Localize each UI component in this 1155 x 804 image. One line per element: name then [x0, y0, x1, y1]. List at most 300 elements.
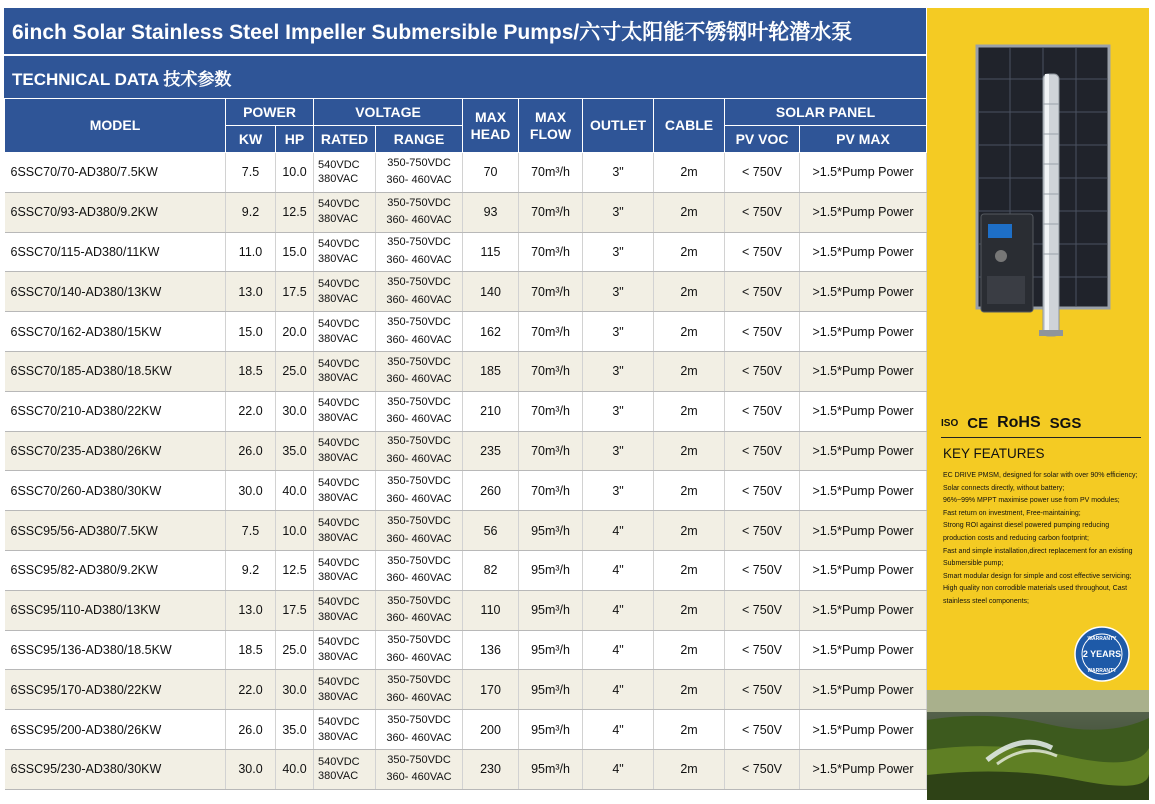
cell-hp: 40.0	[276, 471, 314, 511]
cell-model: 6SSC70/162-AD380/15KW	[5, 312, 226, 352]
cell-max-head: 210	[463, 391, 519, 431]
cell-rated-dc: 540VDC	[318, 675, 360, 688]
cell-model: 6SSC95/200-AD380/26KW	[5, 710, 226, 750]
cell-max-head: 185	[463, 351, 519, 391]
table-row	[5, 391, 927, 431]
cell-range-dc: 350-750VDC	[387, 435, 451, 448]
cell-range-ac: 360- 460VAC	[386, 612, 452, 625]
table-row	[5, 312, 927, 352]
cell-pv-voc: < 750V	[725, 351, 800, 391]
spec-table	[4, 98, 927, 790]
key-features-title: KEY FEATURES	[943, 446, 1045, 461]
badge-top-text: WARRANTY	[1087, 636, 1117, 642]
cell-hp: 20.0	[276, 312, 314, 352]
cell-max-head: 170	[463, 670, 519, 710]
cell-outlet: 4"	[583, 511, 654, 551]
cell-rated	[314, 431, 376, 471]
cell-cable: 2m	[654, 710, 725, 750]
cell-range-ac: 360- 460VAC	[386, 532, 452, 545]
cell-max-flow: 95m³/h	[519, 670, 583, 710]
cell-range-ac: 360- 460VAC	[386, 771, 452, 784]
cell-kw: 7.5	[226, 511, 276, 551]
col-kw: KW	[226, 126, 276, 153]
cell-rated	[314, 351, 376, 391]
table-row	[5, 670, 927, 710]
cell-kw: 26.0	[226, 431, 276, 471]
table-row	[5, 471, 927, 511]
cell-model: 6SSC70/70-AD380/7.5KW	[5, 153, 226, 193]
cell-range	[376, 749, 463, 789]
cell-pv-max: >1.5*Pump Power	[800, 630, 927, 670]
list-item: Smart modular design for simple and cost effective servicing;	[943, 572, 1132, 580]
col-pv-max: PV MAX	[800, 126, 927, 153]
cell-range-ac: 360- 460VAC	[386, 293, 452, 306]
cell-pv-max: >1.5*Pump Power	[800, 431, 927, 471]
cell-hp: 30.0	[276, 391, 314, 431]
key-features-list	[943, 470, 1141, 609]
cell-kw: 15.0	[226, 312, 276, 352]
cell-rated	[314, 471, 376, 511]
table-row	[5, 630, 927, 670]
cell-rated	[314, 590, 376, 630]
cell-range	[376, 590, 463, 630]
list-item: Fast return on investment, Free-maintaining;	[943, 509, 1081, 517]
cell-range-ac: 360- 460VAC	[386, 373, 452, 386]
table-row	[5, 511, 927, 551]
cell-pv-max: >1.5*Pump Power	[800, 550, 927, 590]
cell-range-ac: 360- 460VAC	[386, 691, 452, 704]
cell-pv-voc: < 750V	[725, 232, 800, 272]
cell-range	[376, 351, 463, 391]
cell-pv-voc: < 750V	[725, 471, 800, 511]
cell-max-flow: 70m³/h	[519, 232, 583, 272]
cell-max-flow: 95m³/h	[519, 550, 583, 590]
cell-pv-voc: < 750V	[725, 749, 800, 789]
cell-cable: 2m	[654, 511, 725, 551]
cell-rated-ac: 380VAC	[318, 451, 359, 464]
cell-max-head: 136	[463, 630, 519, 670]
cell-range	[376, 511, 463, 551]
cell-pv-max: >1.5*Pump Power	[800, 590, 927, 630]
cell-pv-max: >1.5*Pump Power	[800, 153, 927, 193]
cell-rated-ac: 380VAC	[318, 690, 359, 703]
cell-rated-dc: 540VDC	[318, 476, 360, 489]
badge-main-text: 2 YEARS	[1082, 649, 1122, 659]
cell-max-flow: 70m³/h	[519, 153, 583, 193]
col-voltage: VOLTAGE	[314, 99, 463, 126]
title-bar	[4, 8, 926, 56]
cell-model: 6SSC70/93-AD380/9.2KW	[5, 192, 226, 232]
col-max-flow	[519, 99, 583, 153]
cell-rated-dc: 540VDC	[318, 317, 360, 330]
cell-rated-dc: 540VDC	[318, 357, 360, 370]
cell-pv-voc: < 750V	[725, 670, 800, 710]
cell-hp: 40.0	[276, 749, 314, 789]
cell-outlet: 3"	[583, 351, 654, 391]
cell-model: 6SSC70/260-AD380/30KW	[5, 471, 226, 511]
solar-pump-product-image	[973, 44, 1113, 344]
cell-rated	[314, 272, 376, 312]
cell-cable: 2m	[654, 550, 725, 590]
cell-range-ac: 360- 460VAC	[386, 333, 452, 346]
table-row	[5, 749, 927, 789]
cell-range	[376, 471, 463, 511]
list-item: EC DRIVE PMSM, designed for solar with over 90% efficiency;	[943, 472, 1138, 479]
cell-pv-voc: < 750V	[725, 391, 800, 431]
cell-rated-ac: 380VAC	[318, 650, 359, 663]
controller-graphic	[981, 214, 1033, 312]
cell-rated	[314, 630, 376, 670]
cell-rated-dc: 540VDC	[318, 715, 360, 728]
cell-range-dc: 350-750VDC	[387, 395, 451, 408]
cell-cable: 2m	[654, 630, 725, 670]
cell-rated-dc: 540VDC	[318, 556, 360, 569]
cell-max-flow: 95m³/h	[519, 511, 583, 551]
cell-range-dc: 350-750VDC	[387, 634, 451, 647]
cell-hp: 25.0	[276, 351, 314, 391]
cell-kw: 22.0	[226, 670, 276, 710]
cell-pv-voc: < 750V	[725, 710, 800, 750]
cell-max-head: 162	[463, 312, 519, 352]
cell-cable: 2m	[654, 153, 725, 193]
cell-hp: 25.0	[276, 630, 314, 670]
cell-hp: 17.5	[276, 272, 314, 312]
list-item: Solar connects directly, without battery;	[943, 484, 1065, 492]
cell-max-flow: 70m³/h	[519, 351, 583, 391]
cell-range-ac: 360- 460VAC	[386, 731, 452, 744]
cell-outlet: 3"	[583, 272, 654, 312]
cell-cable: 2m	[654, 272, 725, 312]
cell-pv-max: >1.5*Pump Power	[800, 710, 927, 750]
cell-range	[376, 192, 463, 232]
cell-kw: 30.0	[226, 749, 276, 789]
cell-rated-dc: 540VDC	[318, 437, 360, 450]
cert-ce-logo: CE	[967, 414, 989, 432]
page-title: 6inch Solar Stainless Steel Impeller Submersible Pumps/六寸太阳能不锈钢叶轮潜水泵	[12, 21, 853, 44]
cell-rated-dc: 540VDC	[318, 636, 360, 649]
cell-max-head: 230	[463, 749, 519, 789]
warranty-badge-icon	[1074, 626, 1130, 682]
cell-model: 6SSC70/185-AD380/18.5KW	[5, 351, 226, 391]
cell-rated-ac: 380VAC	[318, 213, 359, 226]
cell-rated-ac: 380VAC	[318, 531, 359, 544]
cell-max-flow: 70m³/h	[519, 312, 583, 352]
cell-range-ac: 360- 460VAC	[386, 253, 452, 266]
cell-outlet: 4"	[583, 630, 654, 670]
cell-pv-voc: < 750V	[725, 272, 800, 312]
cell-pv-max: >1.5*Pump Power	[800, 232, 927, 272]
cell-max-flow: 95m³/h	[519, 749, 583, 789]
cell-max-flow: 95m³/h	[519, 710, 583, 750]
section-title: TECHNICAL DATA 技术参数	[12, 69, 232, 89]
cell-kw: 11.0	[226, 232, 276, 272]
cell-model: 6SSC70/210-AD380/22KW	[5, 391, 226, 431]
cell-max-head: 140	[463, 272, 519, 312]
cell-range-dc: 350-750VDC	[387, 554, 451, 567]
cell-pv-max: >1.5*Pump Power	[800, 670, 927, 710]
table-header-row	[5, 99, 927, 126]
table-row	[5, 590, 927, 630]
cell-max-head: 82	[463, 550, 519, 590]
cell-cable: 2m	[654, 431, 725, 471]
cell-range-dc: 350-750VDC	[387, 196, 451, 209]
cell-max-head: 56	[463, 511, 519, 551]
cell-rated-dc: 540VDC	[318, 516, 360, 529]
cell-range-ac: 360- 460VAC	[386, 651, 452, 664]
cell-kw: 13.0	[226, 272, 276, 312]
cell-cable: 2m	[654, 471, 725, 511]
cell-model: 6SSC70/115-AD380/11KW	[5, 232, 226, 272]
cell-model: 6SSC95/230-AD380/30KW	[5, 749, 226, 789]
cell-kw: 18.5	[226, 630, 276, 670]
list-item: Strong ROI against diesel powered pumping reducing production costs and reducing carbon footprint;	[943, 522, 1110, 542]
cell-rated-dc: 540VDC	[318, 397, 360, 410]
cell-range-dc: 350-750VDC	[387, 753, 451, 766]
cell-outlet: 4"	[583, 670, 654, 710]
col-range: RANGE	[376, 126, 463, 153]
cell-max-head: 115	[463, 232, 519, 272]
cell-rated	[314, 153, 376, 193]
cell-rated	[314, 312, 376, 352]
cell-hp: 15.0	[276, 232, 314, 272]
cell-pv-max: >1.5*Pump Power	[800, 272, 927, 312]
cell-pv-max: >1.5*Pump Power	[800, 511, 927, 551]
cell-max-head: 93	[463, 192, 519, 232]
cell-rated-ac: 380VAC	[318, 412, 359, 425]
cell-rated-dc: 540VDC	[318, 755, 360, 768]
technical-data-panel	[4, 8, 926, 800]
cell-pv-max: >1.5*Pump Power	[800, 192, 927, 232]
cell-max-flow: 70m³/h	[519, 431, 583, 471]
cell-max-flow: 95m³/h	[519, 590, 583, 630]
cell-pv-max: >1.5*Pump Power	[800, 351, 927, 391]
table-row	[5, 192, 927, 232]
table-row	[5, 431, 927, 471]
cell-hp: 35.0	[276, 431, 314, 471]
cell-rated-ac: 380VAC	[318, 611, 359, 624]
cell-max-head: 200	[463, 710, 519, 750]
cell-rated	[314, 550, 376, 590]
cell-rated-ac: 380VAC	[318, 292, 359, 305]
cell-range-dc: 350-750VDC	[387, 674, 451, 687]
cell-model: 6SSC95/82-AD380/9.2KW	[5, 550, 226, 590]
cert-rohs-logo: RoHS	[997, 414, 1041, 431]
cell-max-flow: 70m³/h	[519, 192, 583, 232]
col-pv-voc: PV VOC	[725, 126, 800, 153]
list-item: 96%~99% MPPT maximise power use from PV modules;	[943, 497, 1120, 505]
cell-kw: 9.2	[226, 192, 276, 232]
cell-outlet: 3"	[583, 232, 654, 272]
cell-rated-dc: 540VDC	[318, 277, 360, 290]
irrigation-field-image	[927, 690, 1149, 800]
cell-pv-voc: < 750V	[725, 192, 800, 232]
table-row	[5, 232, 927, 272]
cell-cable: 2m	[654, 192, 725, 232]
cell-rated-dc: 540VDC	[318, 596, 360, 609]
table-row	[5, 710, 927, 750]
cell-pv-voc: < 750V	[725, 511, 800, 551]
cell-rated-ac: 380VAC	[318, 372, 359, 385]
cell-kw: 13.0	[226, 590, 276, 630]
cell-range-dc: 350-750VDC	[387, 315, 451, 328]
cell-rated	[314, 749, 376, 789]
badge-bottom-text: WARRANTY	[1087, 668, 1117, 674]
cell-kw: 7.5	[226, 153, 276, 193]
cell-rated	[314, 710, 376, 750]
col-cable: CABLE	[654, 99, 725, 153]
cell-range-dc: 350-750VDC	[387, 276, 451, 289]
col-max-head	[463, 99, 519, 153]
cell-cable: 2m	[654, 670, 725, 710]
cell-outlet: 3"	[583, 431, 654, 471]
cell-hp: 12.5	[276, 192, 314, 232]
table-row	[5, 550, 927, 590]
cell-hp: 35.0	[276, 710, 314, 750]
cell-range-dc: 350-750VDC	[387, 475, 451, 488]
cell-pv-voc: < 750V	[725, 312, 800, 352]
cell-pv-max: >1.5*Pump Power	[800, 391, 927, 431]
cell-range-ac: 360- 460VAC	[386, 174, 452, 187]
cell-model: 6SSC95/170-AD380/22KW	[5, 670, 226, 710]
cell-rated	[314, 511, 376, 551]
cell-range	[376, 153, 463, 193]
cell-rated	[314, 670, 376, 710]
cell-max-flow: 70m³/h	[519, 391, 583, 431]
cell-outlet: 4"	[583, 550, 654, 590]
cell-kw: 30.0	[226, 471, 276, 511]
cell-range-ac: 360- 460VAC	[386, 492, 452, 505]
cell-range-ac: 360- 460VAC	[386, 452, 452, 465]
cell-hp: 17.5	[276, 590, 314, 630]
cell-kw: 9.2	[226, 550, 276, 590]
cell-range-ac: 360- 460VAC	[386, 572, 452, 585]
cell-pv-max: >1.5*Pump Power	[800, 312, 927, 352]
cell-cable: 2m	[654, 312, 725, 352]
cell-range	[376, 670, 463, 710]
cell-range	[376, 431, 463, 471]
cert-iso-logo: ISO	[941, 417, 959, 429]
cell-cable: 2m	[654, 232, 725, 272]
col-max-head-line2: HEAD	[470, 125, 511, 142]
cell-hp: 10.0	[276, 153, 314, 193]
cell-range	[376, 312, 463, 352]
cell-model: 6SSC95/56-AD380/7.5KW	[5, 511, 226, 551]
cell-kw: 18.5	[226, 351, 276, 391]
cell-rated-dc: 540VDC	[318, 238, 360, 251]
cell-outlet: 3"	[583, 312, 654, 352]
cell-pv-voc: < 750V	[725, 550, 800, 590]
cell-max-head: 70	[463, 153, 519, 193]
cell-rated-ac: 380VAC	[318, 730, 359, 743]
cell-outlet: 3"	[583, 192, 654, 232]
cell-range-dc: 350-750VDC	[387, 236, 451, 249]
list-item: Fast and simple installation,direct replacement for an existing Submersible pump;	[943, 547, 1133, 568]
col-model: MODEL	[5, 99, 226, 153]
cell-model: 6SSC95/110-AD380/13KW	[5, 590, 226, 630]
cell-pv-voc: < 750V	[725, 590, 800, 630]
cert-sgs-logo: SGS	[1049, 414, 1082, 432]
cell-rated-dc: 540VDC	[318, 158, 360, 171]
cell-kw: 26.0	[226, 710, 276, 750]
table-row	[5, 153, 927, 193]
cell-pv-voc: < 750V	[725, 630, 800, 670]
col-max-head-line1: MAX	[474, 109, 507, 126]
cell-model: 6SSC70/140-AD380/13KW	[5, 272, 226, 312]
cell-outlet: 4"	[583, 590, 654, 630]
cell-rated	[314, 232, 376, 272]
cell-rated-ac: 380VAC	[318, 332, 359, 345]
cell-cable: 2m	[654, 351, 725, 391]
cell-range-dc: 350-750VDC	[387, 713, 451, 726]
col-solar-panel: SOLAR PANEL	[725, 99, 927, 126]
cell-range-ac: 360- 460VAC	[386, 413, 452, 426]
cell-outlet: 4"	[583, 710, 654, 750]
cell-max-head: 235	[463, 431, 519, 471]
cell-max-head: 260	[463, 471, 519, 511]
cell-model: 6SSC70/235-AD380/26KW	[5, 431, 226, 471]
certification-logos	[941, 412, 1141, 438]
table-row	[5, 272, 927, 312]
cell-range-dc: 350-750VDC	[387, 156, 451, 169]
spec-table-body	[5, 153, 927, 790]
cell-rated	[314, 192, 376, 232]
cell-model: 6SSC95/136-AD380/18.5KW	[5, 630, 226, 670]
cell-range-dc: 350-750VDC	[387, 355, 451, 368]
cell-rated-ac: 380VAC	[318, 491, 359, 504]
cell-pv-max: >1.5*Pump Power	[800, 749, 927, 789]
cell-pv-voc: < 750V	[725, 431, 800, 471]
col-power: POWER	[226, 99, 314, 126]
cell-pv-max: >1.5*Pump Power	[800, 471, 927, 511]
cell-range	[376, 232, 463, 272]
cell-rated-ac: 380VAC	[318, 252, 359, 265]
cell-cable: 2m	[654, 590, 725, 630]
col-outlet: OUTLET	[583, 99, 654, 153]
cell-hp: 10.0	[276, 511, 314, 551]
cell-range-ac: 360- 460VAC	[386, 214, 452, 227]
col-hp: HP	[276, 126, 314, 153]
cell-kw: 22.0	[226, 391, 276, 431]
col-max-flow-line2: FLOW	[529, 125, 572, 142]
cell-rated	[314, 391, 376, 431]
cell-hp: 30.0	[276, 670, 314, 710]
cell-outlet: 4"	[583, 749, 654, 789]
cell-max-flow: 70m³/h	[519, 272, 583, 312]
cell-range	[376, 272, 463, 312]
col-rated: RATED	[314, 126, 376, 153]
cell-rated-ac: 380VAC	[318, 173, 359, 186]
cell-range-dc: 350-750VDC	[387, 594, 451, 607]
cell-outlet: 3"	[583, 391, 654, 431]
product-sidebar	[927, 8, 1149, 800]
cell-rated-ac: 380VAC	[318, 770, 359, 783]
cell-pv-voc: < 750V	[725, 153, 800, 193]
cell-range-dc: 350-750VDC	[387, 514, 451, 527]
cell-outlet: 3"	[583, 471, 654, 511]
pump-graphic	[1039, 74, 1063, 336]
cell-range	[376, 391, 463, 431]
list-item: High quality non corrodible materials used throughout, Cast stainless steel components;	[943, 585, 1128, 605]
cell-cable: 2m	[654, 749, 725, 789]
cell-range	[376, 630, 463, 670]
cell-range	[376, 710, 463, 750]
cell-rated-ac: 380VAC	[318, 571, 359, 584]
cell-max-flow: 95m³/h	[519, 630, 583, 670]
col-max-flow-line1: MAX	[534, 109, 567, 126]
subtitle-bar	[4, 56, 926, 98]
cell-rated-dc: 540VDC	[318, 198, 360, 211]
cell-max-flow: 70m³/h	[519, 471, 583, 511]
